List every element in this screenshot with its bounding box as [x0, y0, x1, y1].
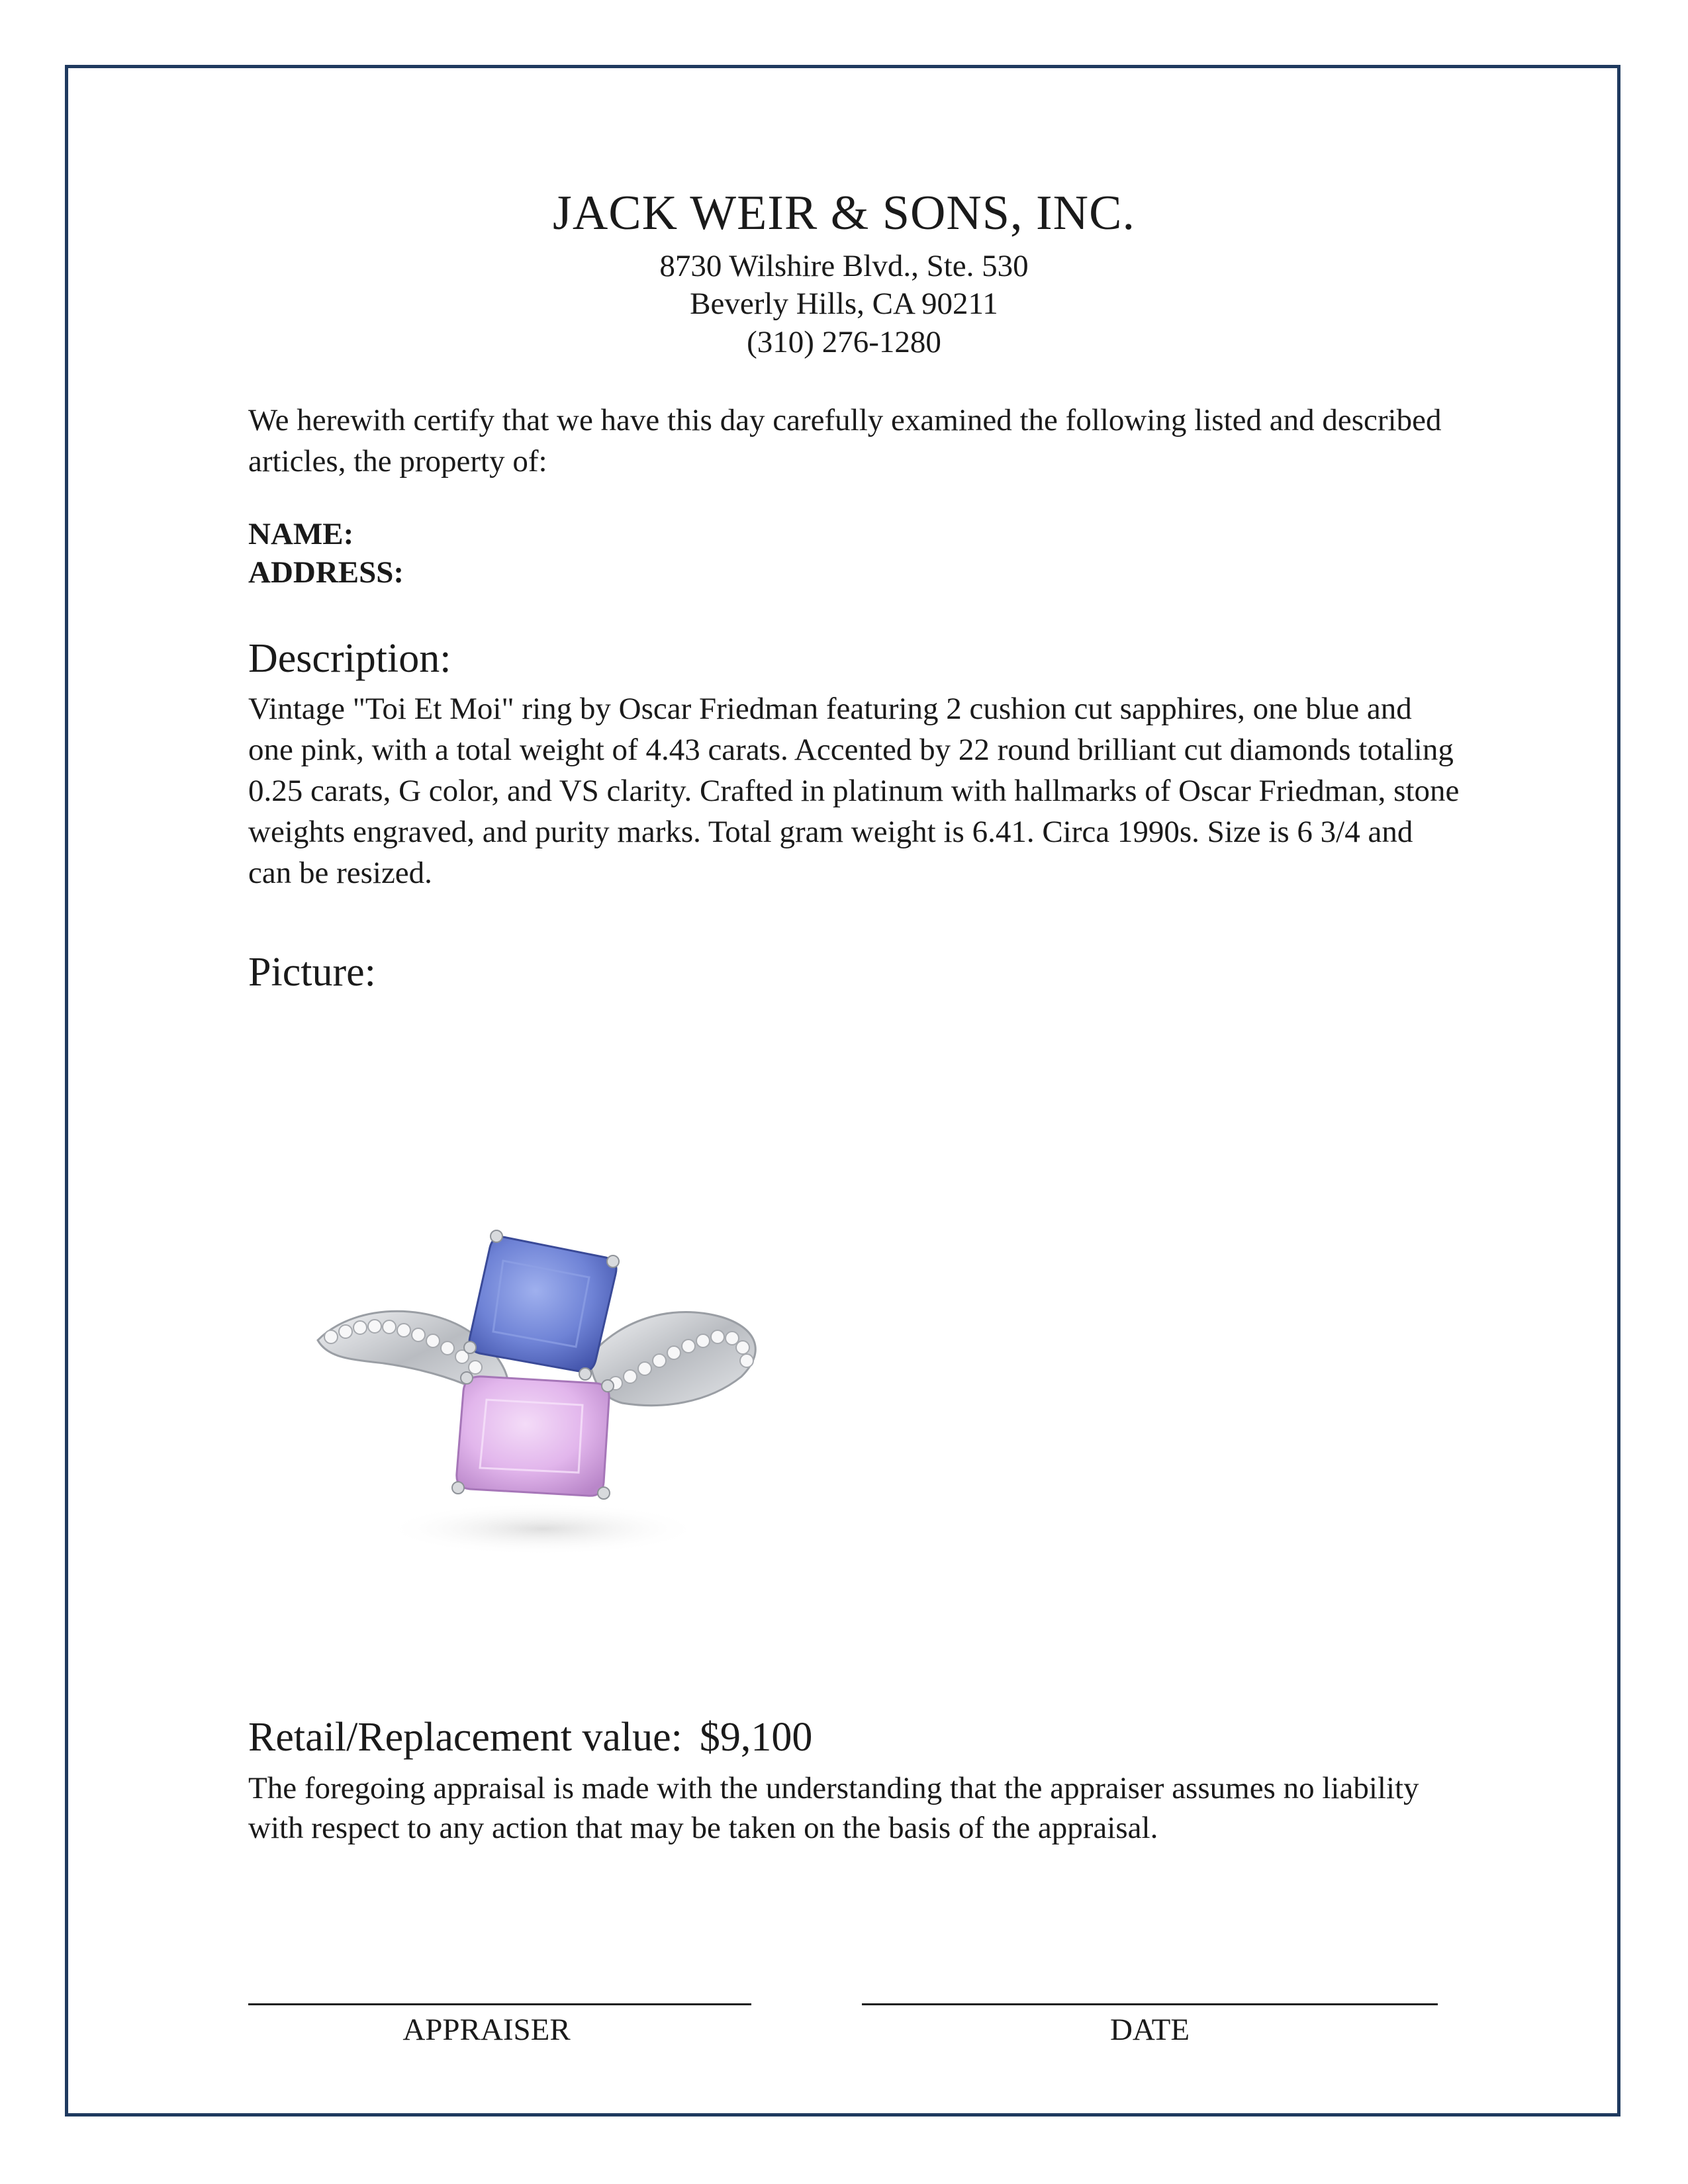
retail-value: [248, 1714, 812, 1761]
address-label: ADDRESS:: [248, 555, 404, 590]
description-text: Vintage "Toi Et Moi" ring by Oscar Friedman featuring 2 cushion cut sapphires, one blue and one pink, with a total weight of 4.43 carats. Accented by 22 round brilliant cut diamonds totaling 0.25 carats, G color, and VS clarity. Crafted in platinum with hallmarks of Oscar Friedman, stone weights engraved, and purity marks. Total gram weight is 6.41. Circa 1990s. Size is 6 3/4 and can be resized.: [248, 692, 1460, 890]
pink-sapphire: [452, 1372, 614, 1499]
date-signature-line: [862, 2003, 1438, 2005]
picture-heading: Picture:: [248, 950, 376, 995]
company-phone: (310) 276-1280: [747, 325, 941, 359]
company-name: JACK WEIR & SONS, INC.: [553, 186, 1135, 240]
ring-shadow: [384, 1502, 702, 1555]
certification-intro: We herewith certify that we have this day carefully examined the following listed and described articles, the property of:: [248, 403, 1442, 478]
description-heading: Description:: [248, 636, 451, 681]
ring-photo: [305, 1185, 781, 1562]
disclaimer-text: The foregoing appraisal is made with the understanding that the appraiser assumes no liability with respect to any action that may be taken on the basis of the appraisal.: [248, 1771, 1419, 1845]
retail-value-amount: $9,100: [699, 1715, 813, 1760]
company-address-line1: 8730 Wilshire Blvd., Ste. 530: [659, 249, 1029, 283]
appraiser-label: APPRAISER: [402, 2013, 571, 2047]
company-address-line2: Beverly Hills, CA 90211: [690, 287, 998, 321]
name-label: NAME:: [248, 517, 354, 551]
date-label: DATE: [1109, 2013, 1190, 2047]
appraiser-signature-line: [248, 2003, 751, 2005]
retail-value-label: Retail/Replacement value:: [248, 1715, 682, 1760]
